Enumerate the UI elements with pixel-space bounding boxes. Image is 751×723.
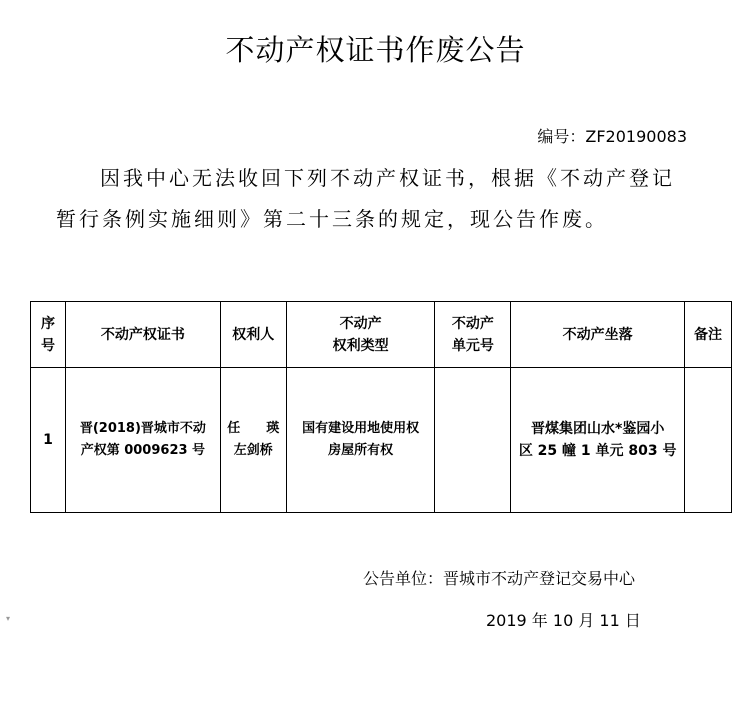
issuing-unit: 公告单位：晋城市不动产登记交易中心 xyxy=(363,569,636,588)
cell-holder xyxy=(220,368,286,513)
header-right-type-line-1: 不动产 xyxy=(339,315,382,332)
notice-body-line-1: 因我中心无法收回下列不动产权证书，根据《不动产登记 xyxy=(100,166,675,190)
cell-certificate-line-1: 晋(2018)晋城市不动 xyxy=(79,421,206,436)
header-right-type-line-2: 权利类型 xyxy=(332,337,389,354)
cell-location-line-2: 区 25 幢 1 单元 803 号 xyxy=(518,443,677,459)
header-certificate: 不动产权证书 xyxy=(65,302,220,368)
header-right-type xyxy=(286,302,435,368)
notice-body-line-2: 暂行条例实施细则》第二十三条的规定，现公告作废。 xyxy=(56,207,608,231)
header-remark: 备注 xyxy=(685,302,732,368)
header-unit-number xyxy=(435,302,511,368)
cell-certificate-line-2: 产权第 0009623 号 xyxy=(80,443,206,458)
cell-holder-line-1: 任 瑛 xyxy=(227,421,280,436)
cell-right-type-line-2: 房屋所有权 xyxy=(328,443,394,458)
cell-holder-line-2: 左剑桥 xyxy=(233,443,273,458)
page-title: 不动产权证书作废公告 xyxy=(225,33,526,67)
header-holder: 权利人 xyxy=(220,302,286,368)
cell-unit-number xyxy=(435,368,511,513)
certificate-table xyxy=(30,301,732,513)
header-unit-number-line-2: 单元号 xyxy=(451,337,494,354)
corner-mark-icon: ▾ xyxy=(6,614,11,623)
cell-certificate xyxy=(65,368,220,513)
cell-location-line-1: 晋煤集团山水*鉴园小 xyxy=(531,421,665,437)
cell-right-type-line-1: 国有建设用地使用权 xyxy=(302,421,420,436)
header-seq-line-1: 序 xyxy=(40,315,55,332)
table-header-row xyxy=(31,302,732,368)
cell-seq: 1 xyxy=(31,368,66,513)
cell-remark xyxy=(685,368,732,513)
cell-location xyxy=(511,368,685,513)
header-unit-number-line-1: 不动产 xyxy=(451,315,494,332)
cell-right-type xyxy=(286,368,435,513)
header-seq-line-2: 号 xyxy=(40,337,55,354)
header-seq xyxy=(31,302,66,368)
header-location: 不动产坐落 xyxy=(511,302,685,368)
table-row xyxy=(31,368,732,513)
issue-date: 2019 年 10 月 11 日 xyxy=(486,611,641,630)
document-number: 编号：ZF20190083 xyxy=(537,127,687,146)
